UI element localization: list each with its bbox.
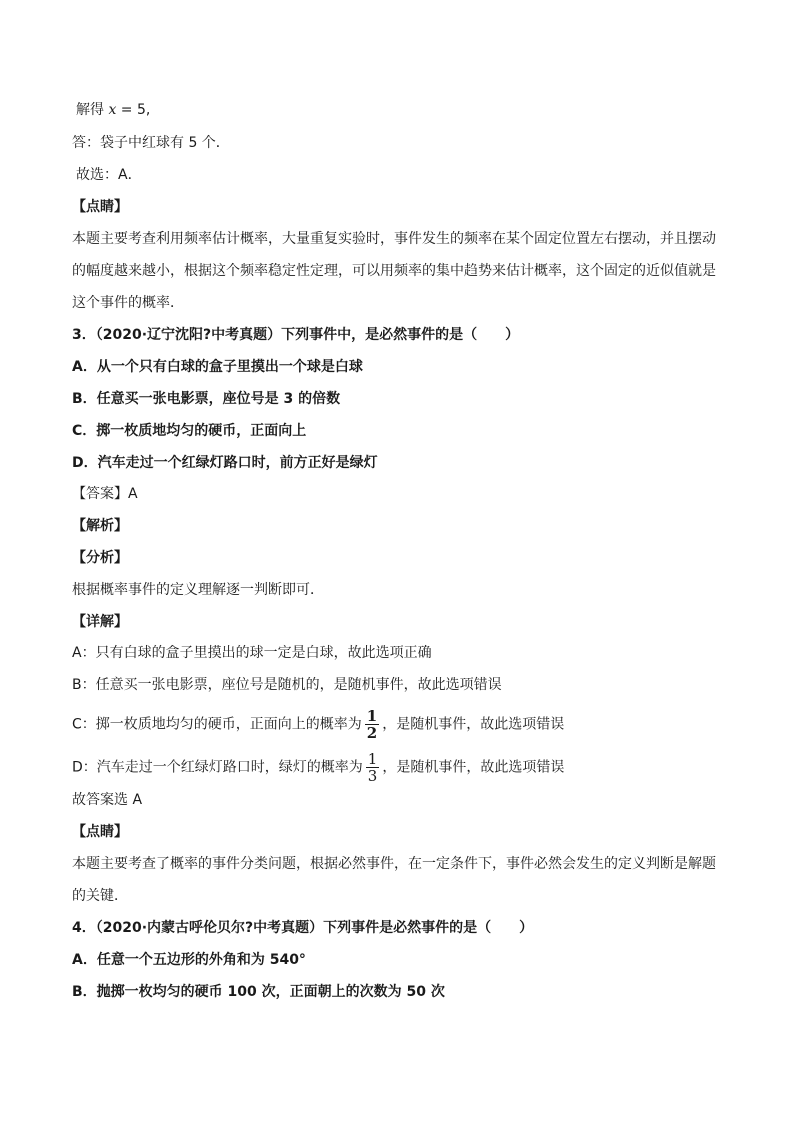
fraction: [365, 708, 379, 741]
detail-line-a: A：只有白球的盒子里摸出的球一定是白球，故此选项正确: [72, 645, 432, 661]
final-answer: 故答案选 A: [72, 792, 143, 808]
detail-line-c: [72, 708, 732, 741]
paragraph-line: 的关键．: [72, 888, 128, 904]
detail-line-d: [72, 751, 732, 784]
paragraph-line: 的幅度越来越小，根据这个频率稳定性定理，可以用频率的集中趋势来估计概率，这个固定的近似值就是: [72, 263, 716, 279]
text-segment: = 5,: [116, 102, 151, 118]
text-segment: D：汽车走过一个红绿灯路口时，绿灯的概率为: [72, 759, 363, 776]
fraction: [366, 751, 380, 784]
question-3-option-a: A．从一个只有白球的盒子里摸出一个球是白球: [72, 359, 363, 375]
section-heading: 【分析】: [72, 550, 128, 566]
paragraph-line: 本题主要考查了概率的事件分类问题，根据必然事件，在一定条件下，事件必然会发生的定义判断是解题: [72, 856, 716, 872]
answer-heading: 【答案】A: [72, 486, 138, 502]
fraction-numerator: 1: [366, 707, 378, 725]
text-segment: 解得: [76, 102, 104, 118]
paragraph-line: 根据概率事件的定义理解逐一判断即可．: [72, 582, 324, 598]
question-3-option-c: C．掷一枚质地均匀的硬币，正面向上: [72, 423, 307, 439]
text-segment: ，是随机事件，故此选项错误: [382, 716, 565, 733]
fraction-denominator: 3: [367, 767, 378, 785]
question-4-option-a: A．任意一个五边形的外角和为 540°: [72, 952, 306, 968]
fraction-denominator: 2: [366, 724, 378, 742]
solve-result: [76, 100, 736, 120]
paragraph-line: 本题主要考查利用频率估计概率，大量重复实验时，事件发生的频率在某个固定位置左右摆动，并且摆动: [72, 231, 716, 247]
paragraph-line: 这个事件的概率．: [72, 295, 184, 311]
text-segment: ，是随机事件，故此选项错误: [382, 759, 565, 776]
section-heading: 【点睛】: [72, 199, 128, 215]
fraction-numerator: 1: [367, 750, 378, 768]
section-heading: 【点睛】: [72, 824, 128, 840]
answer-sentence: 答：袋子中红球有 5 个．: [72, 135, 230, 151]
section-heading: 【解析】: [72, 518, 128, 534]
question-4-option-b: B．抛掷一枚均匀的硬币 100 次，正面朝上的次数为 50 次: [72, 984, 445, 1000]
detail-line-b: B：任意买一张电影票，座位号是随机的，是随机事件，故此选项错误: [72, 677, 502, 693]
question-3-stem: 3．（2020·辽宁沈阳?中考真题）下列事件中，是必然事件的是（ ）: [72, 327, 520, 343]
math-variable: x: [108, 102, 117, 118]
question-3-option-d: D．汽车走过一个红绿灯路口时，前方正好是绿灯: [72, 455, 378, 471]
section-heading: 【详解】: [72, 614, 128, 630]
text-segment: C：掷一枚质地均匀的硬币，正面向上的概率为: [72, 716, 362, 733]
choice-statement: 故选：A．: [76, 167, 142, 183]
question-4-stem: 4．（2020·内蒙古呼伦贝尔?中考真题）下列事件是必然事件的是（ ）: [72, 920, 534, 936]
question-3-option-b: B．任意买一张电影票，座位号是 3 的倍数: [72, 391, 341, 407]
